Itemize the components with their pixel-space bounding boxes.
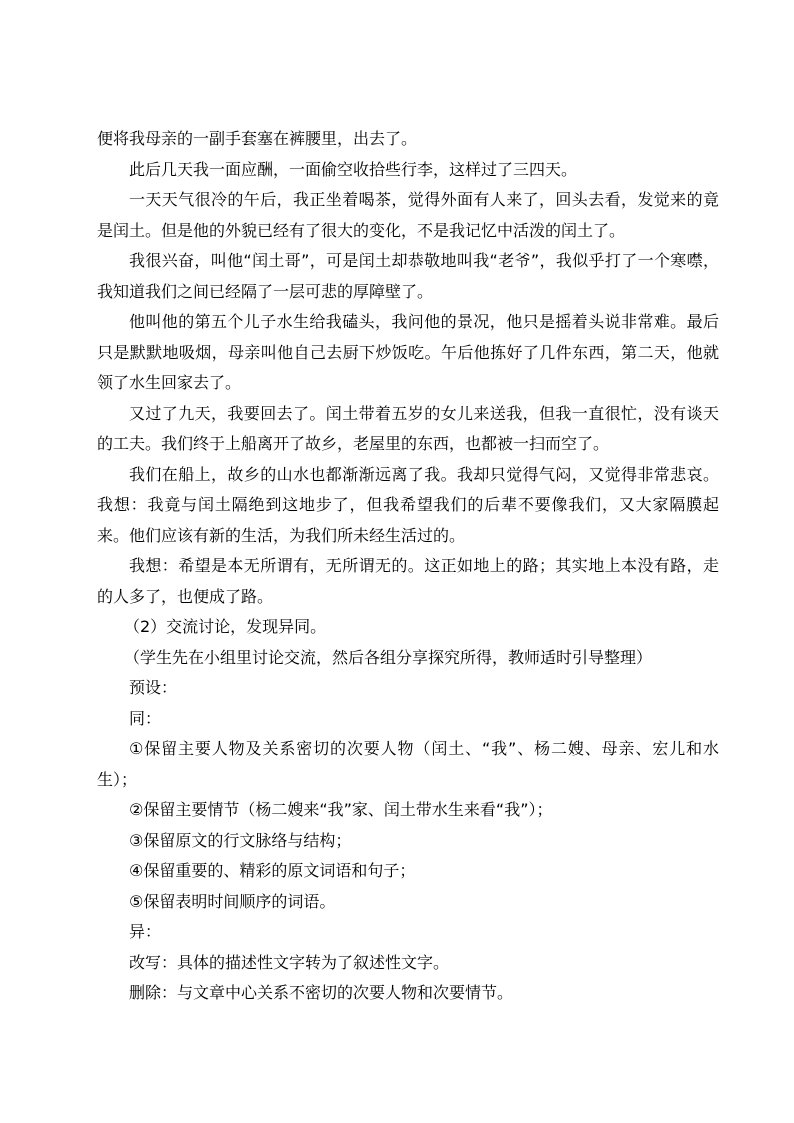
difference-rewrite: 改写：具体的描述性文字转为了叙述性文字。 — [129, 952, 450, 972]
paragraph-4: 我很兴奋，叫他“闰土哥”，可是闰土却恭敬地叫我“老爷”，我似乎打了一个寒噤，我知道我们之间已经隔了一层可悲的厚障壁了。 — [97, 251, 719, 301]
document-body — [97, 124, 719, 1009]
similarity-item-1: ①保留主要人物及关系密切的次要人物（闰土、“我”、杨二嫂、母亲、宏儿和水生）； — [97, 739, 719, 789]
difference-delete: 删除：与文章中心关系不密切的次要人物和次要情节。 — [129, 983, 514, 1002]
paragraph-2: 此后几天我一面应酬，一面偷空收拾些行李，这样过了三四天。 — [129, 159, 578, 179]
similarities-label: 同： — [129, 708, 162, 728]
paragraph-1: 便将我母亲的一副手套塞在裤腰里，出去了。 — [97, 129, 418, 148]
paragraph-5: 他叫他的第五个儿子水生给我磕头，我问他的景况，他只是摇着头说非常难。最后只是默默地吸烟，母亲叫他自己去厨下炒饭吃。午后他拣好了几件东西，第二天，他就领了水生回家去了。 — [97, 312, 719, 392]
teaching-note: （学生先在小组里讨论交流，然后各组分享探究所得，教师适时引导整理） — [124, 647, 653, 667]
differences-label: 异： — [129, 922, 162, 941]
similarity-item-5: ⑤保留表明时间顺序的词语。 — [129, 891, 336, 911]
similarity-item-3: ③保留原文的行文脉络与结构； — [129, 830, 352, 850]
paragraph-7: 我们在船上，故乡的山水也都渐渐远离了我。我却只觉得气闷，又觉得非常悲哀。我想：我竟与闰土隔绝到这地步了，但我希望我们的后辈不要像我们，又大家隔膜起来。他们应该有新的生活，为我们所未经生活过的。 — [97, 464, 719, 545]
similarity-item-2: ②保留主要情节（杨二嫂来“我”家、闰土带水生来看“我”）； — [129, 800, 553, 819]
similarity-item-4: ④保留重要的、精彩的原文词语和句子； — [129, 861, 416, 880]
paragraph-6: 又过了九天，我要回去了。闰土带着五岁的女儿来送我，但我一直很忙，没有谈天的工夫。我们终于上船离开了故乡，老屋里的东西，也都被一扫而空了。 — [97, 403, 719, 453]
paragraph-3: 一天天气很冷的午后，我正坐着喝茶，觉得外面有人来了，回头去看，发觉来的竟是闰土。但是他的外貌已经有了很大的变化，不是我记忆中活泼的闰土了。 — [97, 190, 719, 240]
paragraph-8: 我想：希望是本无所谓有，无所谓无的。这正如地上的路；其实地上本没有路，走的人多了，也便成了路。 — [97, 556, 719, 606]
section-heading-discussion: （2）交流讨论，发现异同。 — [124, 617, 327, 636]
preset-label: 预设： — [129, 678, 178, 697]
